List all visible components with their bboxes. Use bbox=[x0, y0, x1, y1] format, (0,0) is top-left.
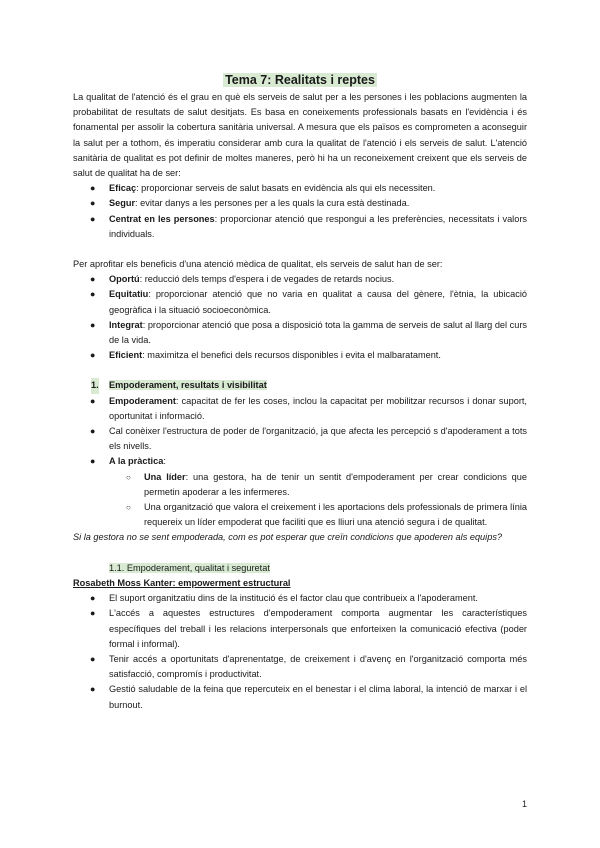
list-item: ● Segur: evitar danys a les persones per a les quals la cura està destinada. bbox=[90, 198, 410, 209]
section-1-heading: 1. Empoderament, resultats i visibilitat bbox=[73, 378, 527, 393]
benefits-intro: Per aprofitar els beneficis d'una atenció mèdica de qualitat, els serveis de salut han de ser: bbox=[73, 259, 443, 270]
qualities-list bbox=[73, 181, 527, 242]
list-item: ● Gestió saludable de la feina que repercuteix en el benestar i el clima laboral, la intenció de marxar i el burnout. bbox=[90, 684, 527, 710]
list-item: ● Oportú: reducció dels temps d'espera i de vegades de retards nocius. bbox=[90, 274, 395, 285]
sub-list-item: ○ Una líder: una gestora, ha de tenir un sentit d'empoderament per crear condicions que permetin apoderar a les infermeres. bbox=[126, 471, 528, 497]
kanter-heading: Rosabeth Moss Kanter: empowerment estructural bbox=[73, 577, 291, 588]
list-item: ● Equitatiu: proporcionar atenció que no varia en qualitat a causa del gènere, l'ètnia, la ubicació geogràfica i la situació socioeconòmica. bbox=[90, 289, 527, 315]
section-1-list bbox=[73, 394, 527, 531]
list-item: ● Cal conèixer l'estructura de poder de l'organització, ja que afecta les percepció s d'apoderament a tots els nivells. bbox=[90, 426, 527, 452]
list-item: ● Eficient: maximitza el benefici dels recursos disponibles i evita el malbaratament. bbox=[90, 350, 441, 361]
list-item: ● L'accés a aquestes estructures d'empoderament comporta augmentar les característiques específiques del treball i les relacions interpersonals que enforteixen la comunicació efectiva (poder formal i informal). bbox=[90, 608, 527, 649]
list-item: ● A la pràctica: bbox=[90, 456, 166, 467]
list-item: ● El suport organitzatiu dins de la institució és el factor clau que contribueix a l'apoderament. bbox=[90, 593, 478, 604]
page-title: Tema 7: Realitats i reptes bbox=[225, 73, 375, 87]
list-item: ● Empoderament: capacitat de fer les coses, inclou la capacitat per mobilitzar recursos i donar suport, oportunitat i informació. bbox=[90, 395, 527, 421]
section-1-1-heading: 1.1. Empoderament, qualitat i seguretat bbox=[109, 562, 270, 573]
page-number: 1 bbox=[521, 799, 527, 809]
list-item: ● Eficaç: proporcionar serveis de salut basats en evidència als qui els necessiten. bbox=[90, 183, 436, 194]
list-item: ● Centrat en les persones: proporcionar atenció que respongui a les preferències, necessitats i valors individuals. bbox=[90, 213, 527, 239]
intro-paragraph: La qualitat de l'atenció és el grau en què els serveis de salut per a les persones i les poblacions augmenten la probabilitat de resultats de salut desitjats. Es basa en coneixements professionals basats en l'evidència i és fonamental per assolir la cobertura sanitària universal. A mesura que els països es comprometen a aconseguir la salut per a tothom, és imperatiu considerar amb cura la qualitat de l'atenció i els serveis de salut. L'atenció sanitària de qualitat es pot definir de moltes maneres, però hi ha un reconeixement creixent que els serveis de salut de qualitat ha de ser: bbox=[73, 92, 527, 179]
list-item: ● Tenir accés a oportunitats d'aprenentatge, de creixement i d'avenç en l'organització comporta més satisfacció, compromís i productivitat. bbox=[90, 653, 527, 680]
sub-list-item: ○ Una organització que valora el creixement i les aportacions dels professionals de primera línia requereix un líder empoderat que faciliti que es lliuri una atenció segura i de qualitat. bbox=[126, 502, 527, 528]
section-1-1-list bbox=[73, 591, 527, 713]
benefits-list bbox=[73, 272, 527, 363]
list-item: ● Integrat: proporcionar atenció que posa a disposició tota la gamma de serveis de salut al llarg del curs de la vida. bbox=[90, 319, 527, 346]
reflection-question: Si la gestora no se sent empoderada, com es pot esperar que creïn condicions que apoderen als equips? bbox=[73, 532, 503, 543]
